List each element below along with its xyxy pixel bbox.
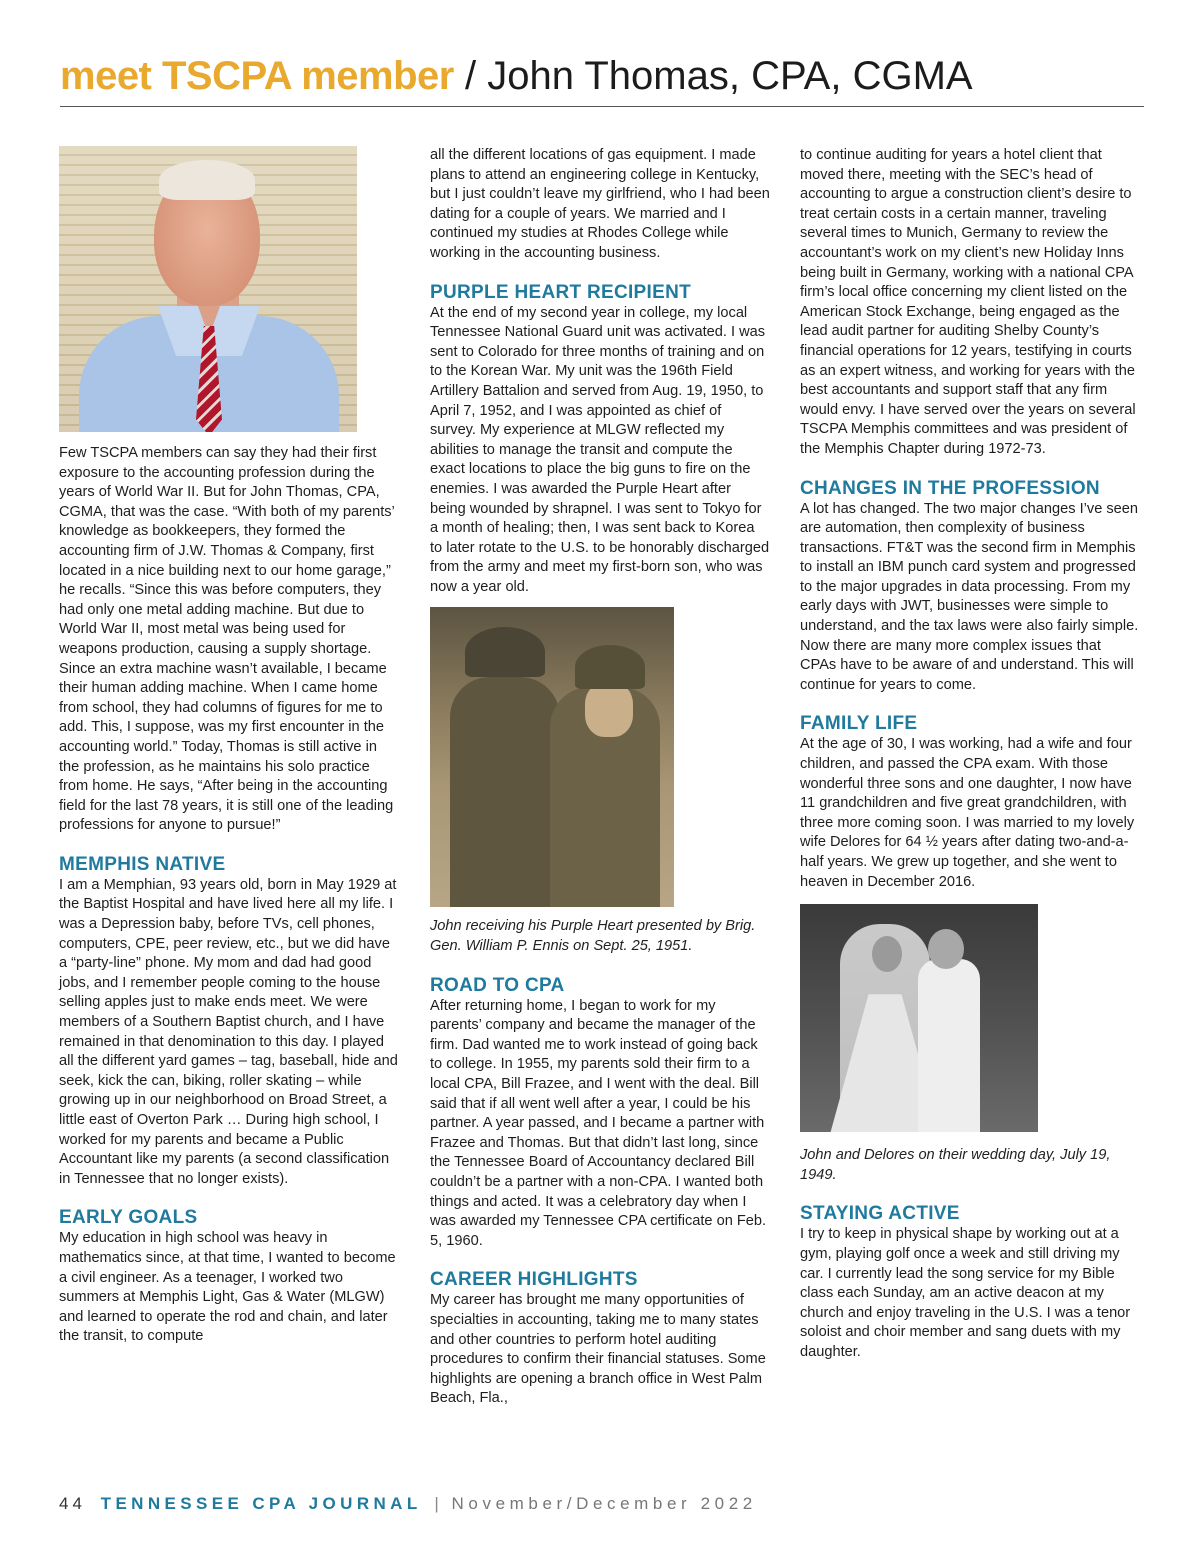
purple-heart-photo [430,607,674,907]
header-separator: / [464,54,477,98]
column-1 [59,146,399,1347]
page-footer [59,1494,757,1514]
issue-date: November/December 2022 [451,1494,757,1513]
purple-heart-text: At the end of my second year in college, my local Tennessee National Guard unit was activated. I was sent to Colorado for three months of training and on to the Korean War. My unit was the 196th Field Artillery Battalion and served from Aug. 19, 1950, to April 7, 1952, and I was appointed as chief of survey. My experience at MLGW reflected my abilities to manage the transit and compute the exact locations to place the big guns to fire on the enemies. I was awarded the Purple Heart after being wounded by shrapnel. I was sent to Tokyo for a month of healing; then, I was sent back to Korea to later rotate to the U.S. to be honorably discharged from the army and meet my first-born son, who was now a year old. [430,304,770,595]
column-2 [430,146,770,1409]
heading-staying-active: STAYING ACTIVE [800,1203,960,1225]
purple-heart-caption: John receiving his Purple Heart presented by Brig. Gen. William P. Ennis on Sept. 25, 1951. [430,918,756,955]
heading-early-goals: EARLY GOALS [59,1207,198,1229]
portrait-photo [59,146,357,432]
heading-changes: CHANGES IN THE PROFESSION [800,477,1100,499]
section-label: meet TSCPA member [60,54,454,98]
early-goals-text-2: all the different locations of gas equipment. I made plans to attend an engineering college in Kentucky, but I just couldn’t leave my girlfriend, who I had been dating for a couple of years. We married and I continued my studies at Rhodes College while working in the accounting business. [430,147,770,261]
wedding-caption: John and Delores on their wedding day, July 19, 1949. [800,1147,1111,1183]
page-header [60,50,1144,102]
heading-career-highlights: CAREER HIGHLIGHTS [430,1269,638,1291]
family-life-text: At the age of 30, I was working, had a wife and four children, and passed the CPA exam. With those wonderful three sons and one daughter, I now have 11 grandchildren and five great grandchildren, with three more coming soon. I was married to my lovely wife Delores for 64 ½ years after dating two-and-a-half years. We grew up together, and she went to heaven in December 2016. [800,736,1135,890]
career-highlights-text-1: My career has brought me many opportunities of specialties in accounting, taking me to many states and other countries to perform hotel auditing procedures to confirm their financial statuses. Some highlights are opening a branch office in West Palm Beach, Fla., [430,1292,766,1407]
footer-separator: | [434,1494,439,1513]
column-3 [800,146,1140,1363]
changes-text: A lot has changed. The two major changes I’ve seen are automation, then complexity of business transactions. FT&T was the second firm in Memphis to install an IBM punch card system and progressed to the major upgrades in data processing. From my early days with JWT, businesses were simple to understand, and the tax laws were also fairly simple. Now there are many more complex issues that CPAs have to be aware of and understand. This will continue for years to come. [800,500,1139,693]
page-number: 44 [59,1494,86,1513]
heading-memphis-native: MEMPHIS NATIVE [59,853,226,875]
wedding-photo [800,904,1038,1132]
intro-paragraph: Few TSCPA members can say they had their first exposure to the accounting profession during the years of World War II. But for John Thomas, CPA, CGMA, that was the case. “With both of my parents’ knowledge as bookkeepers, they formed the accounting firm of J.W. Thomas & Company, first located in a nice building next to our home garage,” he recalls. “Since this was before computers, they had only one metal adding machine. But due to World War II, most metal was being used for weapons production, causing a supply shortage. Since an extra machine wasn’t available, I became their human adding machine. When I came home from school, they had columns of figures for me to add. This, I suppose, was my first encounter in the accounting world.” Today, Thomas is still active in the profession, as he maintains his solo practice from home. He says, “After being in the accounting field for the last 78 years, it is still one of the leading professions for anyone to pursue!” [59,445,395,834]
early-goals-text-1: My education in high school was heavy in mathematics since, at that time, I wanted to become a civil engineer. As a teenager, I worked two summers at Memphis Light, Gas & Water (MLGW) and learned to operate the rod and chain, and later the transit, to compute [59,1230,396,1345]
career-highlights-text-2: to continue auditing for years a hotel client that moved there, meeting with the SEC’s head of accounting to argue a construction client’s desire to treat certain costs in a certain manner, traveling several times to Munich, Germany to review the accountant’s work on my client’s new Holiday Inns being built in Germany, working with a national CPA firm’s local office concerning my client listed on the American Stock Exchange, being engaged as the lead audit partner for auditing Shelby County’s financial operations for 12 years, testifying in courts as an expert witness, and working for years with the best accountants and support staff that any firm would envy. I have served over the years on several TSCPA Memphis committees and was president of the Memphis Chapter during 1972-73. [800,147,1136,457]
road-to-cpa-text: After returning home, I began to work for my parents’ company and became the manager of the firm. Dad wanted me to work instead of going back to college. In 1955, my parents sold their firm to a local CPA, Bill Frazee, and I went with the deal. Bill said that if all went well after a year, I could be his partner. A year passed, and I became a partner with Frazee and Thomas. But that didn’t last long, since the Tennessee Board of Accountancy declared Bill couldn’t be a partner with a non-CPA. I wanted both things and acted. It was a celebratory day when I was awarded my Tennessee CPA certificate on Feb. 5, 1960. [430,997,767,1249]
memphis-native-text: I am a Memphian, 93 years old, born in May 1929 at the Baptist Hospital and have lived here all my life. I was a Depression baby, before TVs, cell phones, computers, CPE, peer review, etc., but we did have a “party-line” phone. My mom and dad had good jobs, and I remember people coming to the house selling apples just to make ends meet. We were members of a Southern Baptist church, and I have remained in that denomination to this day. I played all the different yard games – tag, baseball, hide and seek, kick the can, biking, roller skating – while growing up in our neighborhood on Broad Street, a little east of Overton Park … During high school, I worked for my parents and became a Public Accountant like my parents (a second classification in Tennessee that no longer exists). [59,876,398,1187]
heading-road-to-cpa: ROAD TO CPA [430,974,565,996]
member-name: John Thomas, CPA, CGMA [487,54,973,98]
header-rule [60,106,1144,107]
heading-purple-heart: PURPLE HEART RECIPIENT [430,281,692,303]
staying-active-text: I try to keep in physical shape by working out at a gym, playing golf once a week and still driving my car. I currently lead the song service for my Bible class each Sunday, am an active deacon at my church and enjoy traveling in the U.S. I was a tenor soloist and choir member and sang duets with my daughter. [800,1226,1131,1360]
journal-title: TENNESSEE CPA JOURNAL [100,1494,422,1513]
heading-family-life: FAMILY LIFE [800,713,918,735]
